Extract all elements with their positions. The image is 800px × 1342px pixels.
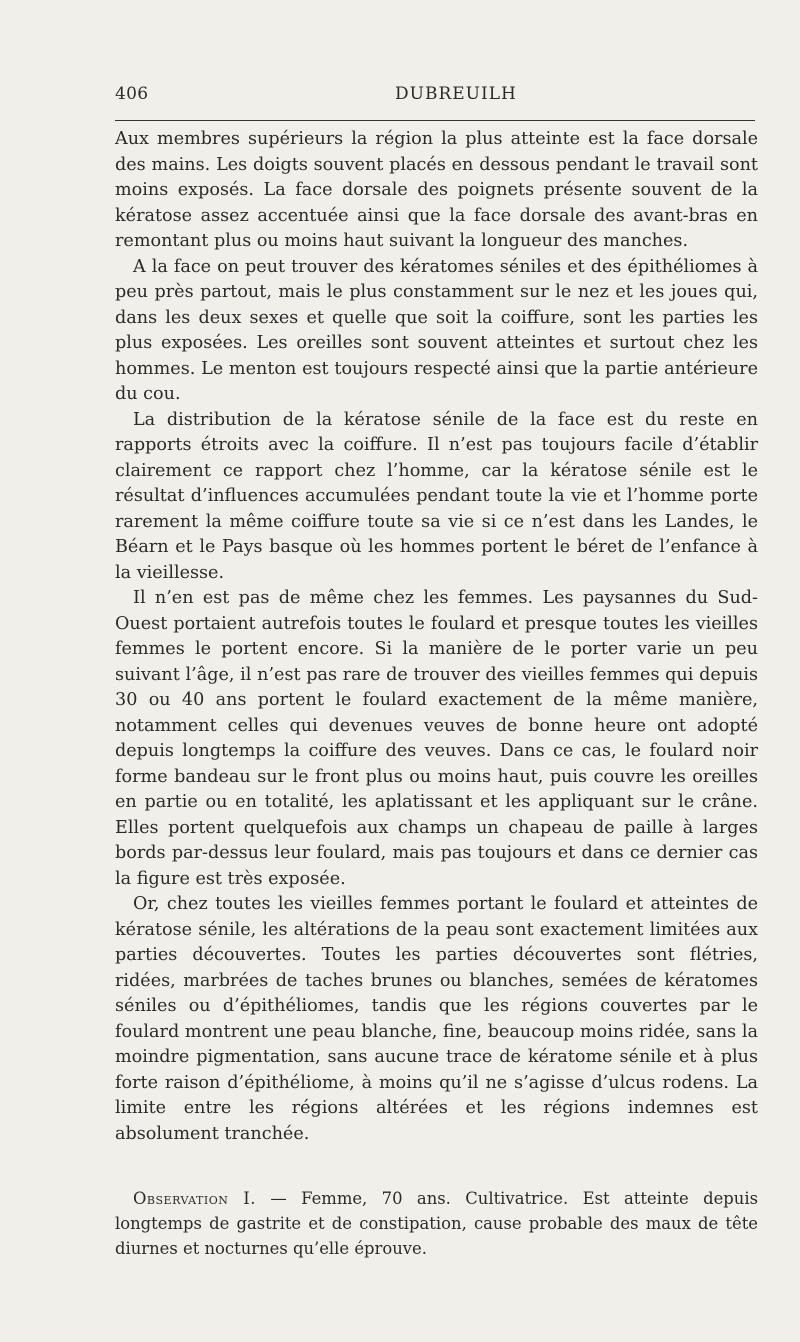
paragraph: La distribution de la kératose sénile de la face est du reste en rapports étroits avec la coiffure. Il n’est pas toujours facile d’établir clairement ce rapport chez l’homme, car la kératose sénile est le résultat d’influences accumulées pendant toute la vie et l’homme porte rarement la même coiffure toute sa vie si ce n’est dans les Landes, le Béarn et le Pays basque où les hommes portent le béret de l’enfance à la vieillesse. — [115, 409, 758, 583]
header-rule — [115, 120, 755, 121]
observation-note — [115, 1186, 758, 1261]
page-number: 406 — [115, 84, 149, 104]
paragraph: Il n’en est pas de même chez les femmes. Les paysannes du Sud-Ouest portaient autrefois toutes le foulard et presque toutes les vieilles femmes le portent encore. Si la manière de le porter varie un peu suivant l’âge, il n’est pas rare de trouver des vieilles femmes qui depuis 30 ou 40 ans portent le foulard exactement de la même manière, notamment celles qui devenues veuves de bonne heure ont adopté depuis longtemps la coiffure des veuves. Dans ce cas, le foulard noir forme bandeau sur le front plus ou moins haut, puis couvre les oreilles en partie ou en totalité, les aplatissant et les appliquant sur le crâne. Elles portent quelquefois aux champs un chapeau de paille à larges bords par-dessus leur foulard, mais pas toujours et dans ce dernier cas la figure est très exposée. — [115, 588, 758, 889]
body-text — [115, 127, 758, 1147]
running-header — [115, 84, 755, 110]
observation-text: — Femme, 70 ans. Cultivatrice. Est atteinte depuis longtemps de gastrite et de constipation, cause probable des maux de tête diurnes et nocturnes qu’elle éprouve. — [115, 1189, 758, 1258]
paragraph: Aux membres supérieurs la région la plus atteinte est la face dorsale des mains. Les doigts souvent placés en dessous pendant le travail sont moins exposés. La face dorsale des poignets présente souvent de la kératose assez accentuée ainsi que la face dorsale des avant-bras en remontant plus ou moins haut suivant la longueur des manches. — [115, 129, 758, 251]
paragraph: Or, chez toutes les vieilles femmes portant le foulard et atteintes de kératose sénile, les altérations de la peau sont exactement limitées aux parties découvertes. Toutes les parties découvertes sont flétries, ridées, marbrées de taches brunes ou blanches, semées de kératomes séniles ou d’épithéliomes, tandis que les régions couvertes par le foulard montrent une peau blanche, fine, beaucoup moins ridée, sans la moindre pigmentation, sans aucune trace de kératome sénile et à plus forte raison d’épithéliome, à moins qu’il ne s’agisse d’ulcus rodens. La limite entre les régions altérées et les régions indemnes est absolument tranchée. — [115, 894, 758, 1144]
paragraph: A la face on peut trouver des kératomes séniles et des épithéliomes à peu près partout, mais le plus constamment sur le nez et les joues qui, dans les deux sexes et quelle que soit la coiffure, sont les parties les plus exposées. Les oreilles sont souvent atteintes et surtout chez les hommes. Le menton est toujours respecté ainsi que la partie antérieure du cou. — [115, 256, 758, 404]
observation-label: Observation I. — [133, 1189, 256, 1208]
running-title: DUBREUILH — [395, 84, 517, 104]
